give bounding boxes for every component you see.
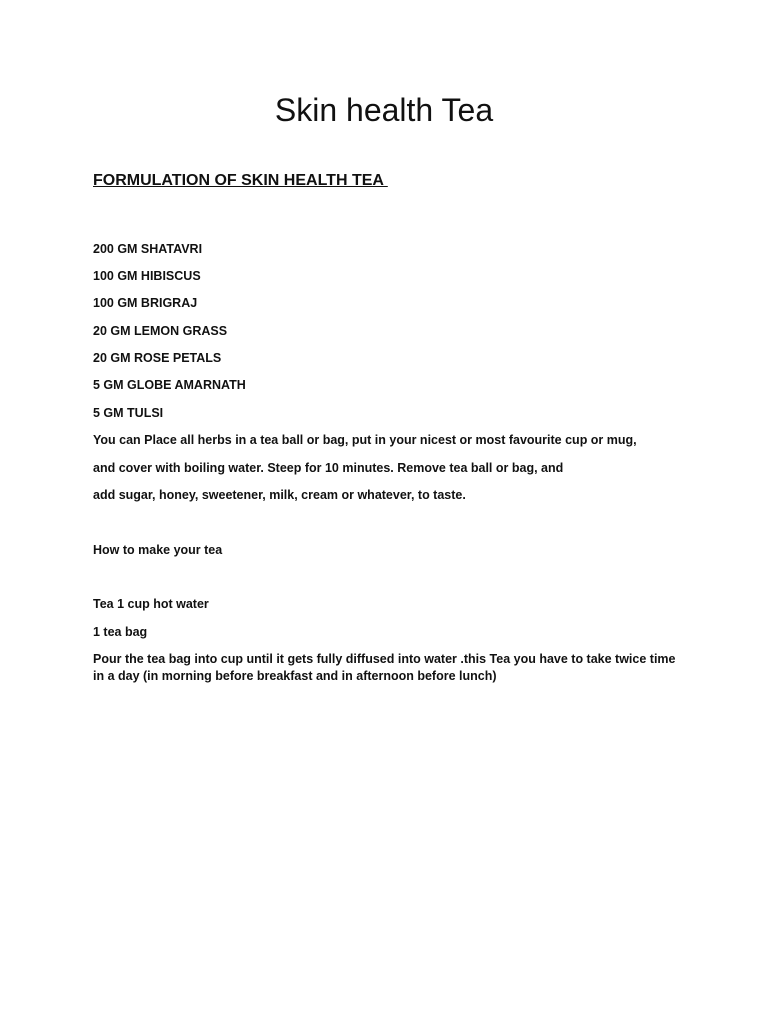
how-to-step: Tea 1 cup hot water: [93, 597, 209, 611]
instruction-line: add sugar, honey, sweetener, milk, cream or whatever, to taste.: [93, 488, 466, 502]
instruction-line: You can Place all herbs in a tea ball or bag, put in your nicest or most favourite cup or mug,: [93, 433, 637, 447]
how-to-heading: How to make your tea: [93, 543, 223, 557]
final-paragraph: Pour the tea bag into cup until it gets fully diffused into water .this Tea you have to take twice time in a day (in morning before breakfast and in afternoon before lunch): [93, 652, 676, 683]
ingredient-line: 20 GM ROSE PETALS: [93, 351, 222, 365]
ingredient-line: 5 GM GLOBE AMARNATH: [93, 378, 246, 392]
ingredient-line: 5 GM TULSI: [93, 406, 164, 420]
instruction-line: and cover with boiling water. Steep for 10 minutes. Remove tea ball or bag, and: [93, 461, 564, 475]
ingredient-line: 200 GM SHATAVRI: [93, 242, 203, 256]
ingredient-line: 20 GM LEMON GRASS: [93, 324, 228, 338]
section-heading: FORMULATION OF SKIN HEALTH TEA: [93, 172, 388, 189]
document-title: Skin health Tea: [274, 92, 494, 128]
how-to-step: 1 tea bag: [93, 625, 148, 639]
ingredient-line: 100 GM HIBISCUS: [93, 269, 201, 283]
ingredient-line: 100 GM BRIGRAJ: [93, 296, 198, 310]
